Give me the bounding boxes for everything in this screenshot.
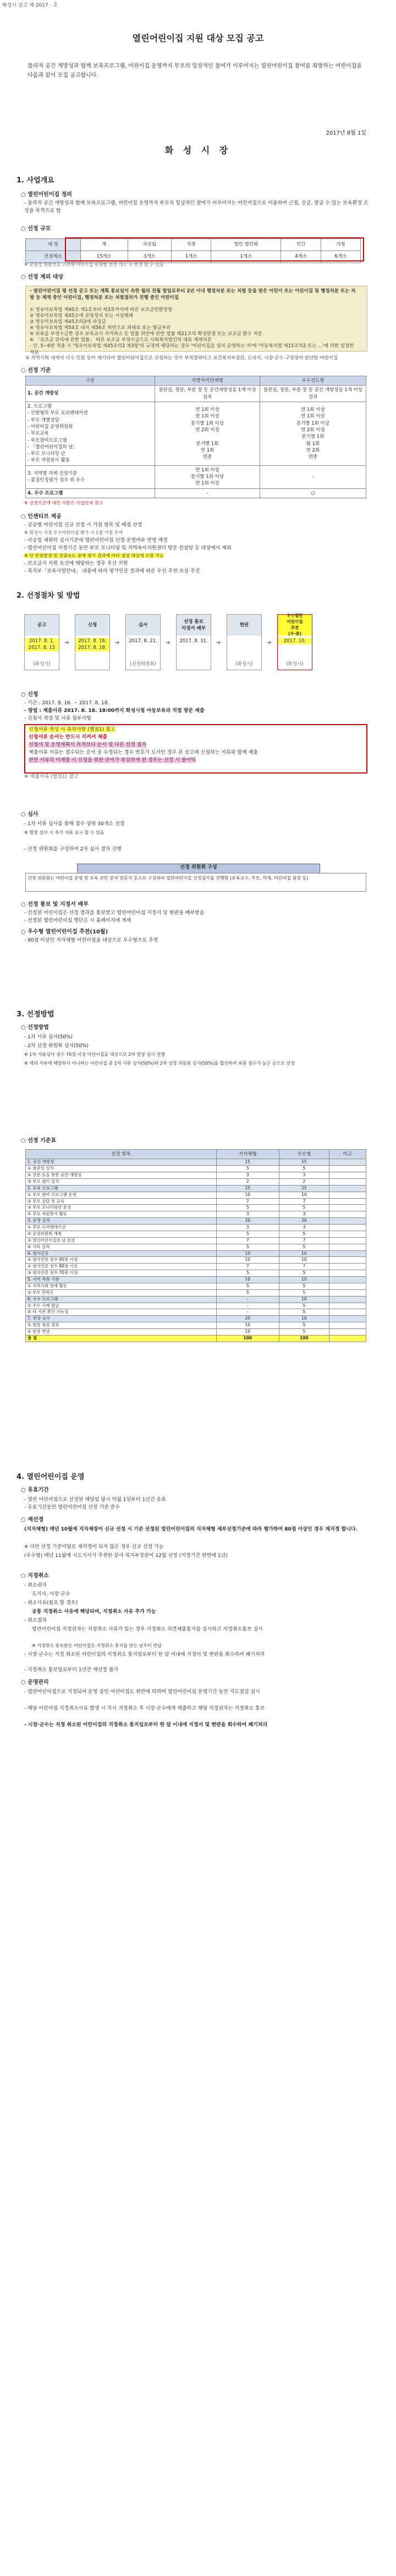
crit-cell: ② 타 기관 확산 가능성	[26, 1309, 217, 1316]
crit-cell: 2. 보육 프로그램	[26, 1185, 217, 1192]
documents-note: ※ 제출서류 (별첨1) 참고	[24, 774, 79, 780]
crit-header: 우수형	[279, 1150, 329, 1159]
crit-cell: ① 평가인증 점수 90점 이상	[26, 1257, 217, 1264]
criteria-cell: 참관실, 창문, 부분 창 등 공간개방성을 1개 이상 설치	[155, 386, 260, 402]
crit-cell: 총 점	[26, 1335, 217, 1342]
doc-number: 화성시 공고 제 2017 - 호	[2, 3, 58, 8]
crit-cell	[329, 1283, 366, 1289]
crit-cell: 100	[279, 1335, 329, 1342]
crit-cell: 15	[279, 1159, 329, 1166]
cancel-line: - 취소사유(필요 할 경우)	[24, 1600, 78, 1606]
crit-row	[26, 1309, 366, 1316]
crit-cell	[329, 1277, 366, 1283]
crit-cell: 3. 운영 실적	[26, 1218, 217, 1225]
flow-step-src: (화성시)	[286, 661, 304, 667]
incentive-highlight: ※ 단 민원발생 및 연중보도 중에 평가 결과에 따라 점검 대상에 포함 가능	[24, 553, 164, 558]
crit-cell: 100	[216, 1335, 279, 1342]
crit-cell: 10	[216, 1192, 279, 1198]
criteria-header: 우수선도형	[260, 376, 366, 386]
crit-row	[26, 1231, 366, 1237]
scale-value-cell: 1개소	[211, 251, 281, 263]
flow-step-date: 2017. 8. 21.	[129, 638, 157, 644]
method-line: - 2차 선정 위원회 심사(50%)	[24, 1043, 89, 1049]
flow-step-head: 현판	[227, 615, 261, 636]
scale-header-cell: 법인 법인외	[211, 239, 281, 251]
crit-row	[26, 1289, 366, 1296]
criteria-row	[26, 465, 366, 488]
crit-cell: 5	[279, 1322, 329, 1329]
renew-line: (우수형) 매년 11월에 시도지사가 추천한 분야 복지부장관이 12월 선정 (지정기간 한번에 1년)	[24, 1553, 228, 1559]
criteria-cell: 4. 우수 프로그램	[26, 488, 155, 498]
notice-title: ○ 선정 통보 및 지정서 배부	[21, 902, 89, 908]
crit-cell: 10	[216, 1322, 279, 1329]
crit-cell: ④ 기타 실적	[26, 1244, 217, 1250]
crit-cell: -	[216, 1303, 279, 1309]
flow-step	[24, 614, 59, 670]
criteria-row	[26, 488, 366, 498]
crit-cell: ① 지역사회 연계 활동	[26, 1283, 217, 1289]
cancel-line: - 지정취소 통보일로부터 1년간 재선정 불가	[24, 1667, 119, 1673]
crit-cell: 5	[279, 1244, 329, 1250]
scale-value-cell: 1개소	[171, 251, 211, 263]
criteria-cell: 참관실, 창문, 부분 창 등 공간 개방성을 1개 이상 설치	[260, 386, 366, 402]
arrow-right-icon: ➔	[114, 639, 120, 646]
incentive-line: ※ 화성시 지정 우수어린이집 평가 시 1점 가점 부여	[24, 530, 123, 535]
crit-cell: 25	[279, 1185, 329, 1192]
crit-cell: 3	[216, 1172, 279, 1179]
criteria-score-table	[25, 1149, 366, 1342]
review-title: ○ 심사	[21, 811, 38, 817]
scale-value-cell: 선정계소	[26, 251, 81, 263]
crit-row	[26, 1192, 366, 1198]
manage-line: - 해당 어린이집 지정취소사유 발생 시 즉시 지정취소 후 시장·군수에게 제출하고 해당 지정권자는 지정취소 통보	[24, 1706, 265, 1711]
crit-cell: 5	[279, 1283, 329, 1289]
criteria-title: ○ 선정 기준	[21, 368, 51, 374]
criteria-cell: 3. 지역별 자체 선정기준 - 품질인정평가 점수 위 우수	[26, 465, 155, 488]
method-line: ※ 제외 사유에 해당하지 아니하는 어린이집 중 1차 서류 심사(50%)와 2차 선정 위원회 심사(50%)를 합산하여 최종 점수가 높은 순으로 선정	[24, 1061, 295, 1066]
document-note: 신청서 및 운영계획서 목적보다 순서 및 다른 선정 절차	[29, 742, 147, 748]
crit-cell: 5	[216, 1244, 279, 1250]
crit-cell: 5	[279, 1329, 329, 1336]
incentive-title: ○ 인센티브 제공	[21, 514, 62, 520]
incentive-line: - 열린어린이집 지정기간 동안 부모 모니터링 및 지역육아지원센터 방문 컨설팅 등 대상에서 제외	[24, 546, 232, 551]
cancel-line: 도지사, 시장·군수	[32, 1592, 70, 1597]
flow-step-date: 2017. 8. 16. 2017. 8. 18.	[75, 638, 109, 652]
criteria-table	[25, 376, 366, 498]
criteria-cell: 연 1회 이상 연 1회 이상 분기별 1회 이상 연 2회 이상 분기별 1회 월 1회 연 2회 연중	[260, 402, 366, 465]
crit-row	[26, 1322, 366, 1329]
issuer: 화 성 시 장	[164, 145, 232, 155]
flow-step	[227, 614, 262, 670]
criteria-header: 구분	[26, 376, 155, 386]
document-note: 관련 서류의 미제출 시 신청을 위한 준비가 부실하게 된 경우는 선정 시 불이익	[29, 758, 196, 763]
crit-cell	[329, 1309, 366, 1316]
crit-cell: 6. 우수 프로그램	[26, 1296, 217, 1303]
exclusion-item: ② 지역사회 내에서 다수 민원 등이 제기되어 열린어린이집으로 선정하는 것이 부적절하다고 보건복지부장관, 도지사, 시장·군수·구청장이 판단한 어린이집	[25, 355, 338, 361]
crit-cell	[329, 1329, 366, 1336]
apply-title: ○ 신청	[21, 692, 38, 698]
crit-cell: 10	[279, 1316, 329, 1322]
crit-cell	[329, 1322, 366, 1329]
scale-highlight-box	[65, 237, 364, 262]
crit-row	[26, 1237, 366, 1244]
flow-step	[75, 614, 110, 670]
crit-cell	[329, 1231, 366, 1237]
committee-title: 선정 위원회 구성	[77, 864, 320, 873]
crit-cell	[329, 1159, 366, 1166]
crit-cell: 5	[279, 1309, 329, 1316]
crit-header: 선정 항목	[26, 1150, 217, 1159]
crit-cell	[329, 1264, 366, 1270]
crit-cell: 5	[279, 1231, 329, 1237]
method-line: ※ 1차 서류심사 점수 70점 이상 어린이집을 대상으로 2차 현장 심사 진행	[24, 1052, 165, 1057]
crit-row	[26, 1211, 366, 1218]
criteria-cell: 1. 공간 개방성	[26, 386, 155, 402]
crit-cell: 20	[216, 1316, 279, 1322]
crit-cell	[329, 1166, 366, 1172]
exclusion-text: - 열린어린이집 평 선정 공고 또는 계획 통보일이 속한 월의 전월 말일로부터 2년 이내 행정처분 또는 처벌 등을 받은 어린이 또는 어린이집 및 행정처분 또는 처벌 등 제재 중인 어린이집, 행정처분 또는 처벌절차가 진행 중인 어린이집	[30, 288, 356, 301]
crit-cell: 5	[216, 1283, 279, 1289]
definition-text: - 물리적 공간 개방성과 함께 보육프로그램, 어린이집 운영까지 부모의 일상적인 참여가 이루어지는 어린이집으로 이용하며 근접, 응급, 발굴 수 있는 보육환경 조성을 목적으로 함	[24, 201, 369, 214]
crit-row	[26, 1159, 366, 1166]
renew-title: ○ 재선정	[21, 1517, 44, 1523]
manage-title: ○ 운영관리	[21, 1679, 49, 1685]
apply-line: - 방법 : 제출서류 2017. 8. 18. 18:00까지 화성시청 아동보육과 직접 방문 제출	[24, 708, 205, 714]
notice-line: - 선정된 열린어린이집 명단은 시 홈페이지에 게재	[24, 918, 131, 923]
crit-cell: 5	[216, 1270, 279, 1277]
crit-cell: ④ 부모 자원봉사 활동	[26, 1211, 217, 1218]
crit-cell	[329, 1303, 366, 1309]
crit-cell: 3	[216, 1225, 279, 1231]
cancel-line: 열린어린이집 지정권자는 지정취소 사유가 있는 경우 지정취소 의견제출통지를 실시하고 지정취소통보 실시	[32, 1627, 263, 1632]
crit-row	[26, 1329, 366, 1336]
crit-cell	[329, 1296, 366, 1303]
review-line: - 1차 서류 심사를 통해 점수 상위 30개소 선정	[24, 821, 125, 827]
crit-cell	[329, 1185, 366, 1192]
flow-step	[176, 614, 211, 670]
crit-cell: -	[216, 1296, 279, 1303]
arrow-right-icon: ➔	[216, 639, 221, 646]
cancel-line: - 취소절차	[24, 1618, 47, 1623]
crit-cell: ③ 부모 쉼터 설치	[26, 1178, 217, 1185]
crit-header: 지자체형	[216, 1150, 279, 1159]
exclusion-title: ○ 선정 제외 대상	[21, 274, 64, 280]
crit-cell: 4. 평가인증	[26, 1250, 217, 1257]
incentive-line: - 국공립 재위탁 심사기준에 열린어린이집 선정·운영여부 반영 예정	[24, 538, 168, 543]
notice-line: - 선정된 어린이집은 선정 결과를 통보받고 열린어린이집 지정서 및 현판을 배부받음	[24, 910, 205, 916]
cancel-title: ○ 지정취소	[21, 1573, 49, 1579]
flow-step-src: (화성시)	[235, 661, 253, 667]
scale-header-cell: 계	[80, 239, 128, 251]
crit-cell: 5	[279, 1270, 329, 1277]
scale-header-cell: 민간	[281, 239, 321, 251]
document-note: 신청서류 작성 시 유의사항 (별첨1) 참고	[29, 727, 116, 732]
crit-row	[26, 1296, 366, 1303]
crit-cell: 5. 지역 특화 기준	[26, 1277, 217, 1283]
scale-value-cell: 3개소	[128, 251, 171, 263]
crit-cell: 5	[279, 1166, 329, 1172]
crit-row	[26, 1264, 366, 1270]
crit-cell	[329, 1237, 366, 1244]
prize-line: - 90점 이상인 지자체형 어린이집을 대상으로 우수형으로 추천	[24, 938, 158, 943]
crit-cell: ② 부모 상담 및 교육	[26, 1198, 217, 1205]
flow-step	[277, 614, 312, 670]
crit-cell: 7	[279, 1237, 329, 1244]
crit-cell	[329, 1316, 366, 1322]
crit-row	[26, 1335, 366, 1342]
crit-cell: 5	[216, 1289, 279, 1296]
review-line: - 선정 위원회를 구성하여 2차 심사 절차 진행	[24, 847, 122, 852]
method-line: - 1차 서류 심사(50%)	[24, 1034, 73, 1040]
crit-cell	[329, 1178, 366, 1185]
crit-cell: ③ 부모 모니터링단 운영	[26, 1205, 217, 1211]
period-line: - 유효기간동안 열린어린이집 선정 기준 준수	[24, 1505, 120, 1510]
crit-row	[26, 1205, 366, 1211]
criteria-cell: -	[155, 488, 260, 498]
section-4-title: 4. 열린어린이집 운영	[16, 1473, 85, 1481]
crit-cell: 5	[216, 1231, 279, 1237]
crit-cell: 3	[279, 1172, 329, 1179]
crit-cell: 10	[279, 1277, 329, 1283]
criteria-row	[26, 386, 366, 402]
crit-cell: 7	[216, 1264, 279, 1270]
crit-cell	[329, 1211, 366, 1218]
crit-cell: 2	[216, 1178, 279, 1185]
exclusion-item: ⑤ 보육을 부정수급한 경우 보육교사 자격취소 등 법률 위반에 관한 법률 제21조의 확정판결 또는 보조금 환수 처분	[30, 331, 262, 337]
crit-cell: 7	[279, 1264, 329, 1270]
criteria-row	[26, 402, 366, 465]
criteria-cell: 2. 프로그램 - 산발형의 부모 오리엔테이션 - 부모 개별상담 - 어린이집 운영위원회 - 부모교육 - 부모참여프로그램 - 「열린어린이집의 날」 - 부모 모니터링 단 - 부모 자원봉사 활동	[26, 402, 155, 465]
crit-cell: 5	[216, 1205, 279, 1211]
section-3-title: 3. 선정방법	[16, 1010, 54, 1019]
crit-cell: 20	[279, 1218, 329, 1225]
crit-cell	[329, 1172, 366, 1179]
manage-line: - 시장·군수는 지정 취소된 어린이집의 지정취소 통지일로부터 한 달 이내에 지정서 및 현판을 회수하여 폐기처리	[24, 1722, 268, 1728]
crit-cell	[329, 1244, 366, 1250]
scale-value-cell: 6개소	[321, 251, 360, 263]
crit-cell: 3	[216, 1211, 279, 1218]
scale-note: ※ 균형성 형평성을 고려해 어린이집 유형별 선정 개소 수 변경 할 수 있음	[24, 262, 164, 267]
crit-cell: ③ 평가인증 점수 70점 이상	[26, 1270, 217, 1277]
crit-cell: ② 원장 면담	[26, 1329, 217, 1336]
section-1-title: 1. 사업개요	[16, 176, 54, 185]
renew-line: ※ 다만 선정 기준미달로 재지정이 되지 않은 경우 신규 선정 가능	[24, 1544, 164, 1550]
flow-step-date: 2017. 10.	[278, 638, 312, 644]
crit-cell: 5	[279, 1205, 329, 1211]
incentive-line: - 공공형 어린이집 신규 선정 시 가점 항목 및 배점 산정	[24, 522, 142, 528]
cancel-line: ※ 지정취소 통보받은 어린이집은 지정취소 통지를 받은 날부터 반납	[32, 1643, 162, 1648]
announcement-date: 2017년 8월 1일	[326, 130, 366, 136]
crit-cell: 10	[279, 1250, 329, 1257]
arrow-right-icon: ➔	[64, 639, 69, 646]
crit-cell	[329, 1192, 366, 1198]
document-note: 제출서류 서류는 접수되는 순서 중 수정되는 경우 번호가 도서인 경우 본 공고에 신청하는 서류와 함께 제출	[29, 750, 258, 755]
renew-line: (지자체형) 매년 10월에 지자체장이 신규 선정 시 기존 선정된 열린어린이집의 지자체형 세부선정기준에 따라 평가하여 80점 이상인 경우 재지정 합니다.	[24, 1527, 358, 1532]
crit-cell: 3	[279, 1211, 329, 1218]
review-line: ※ 현장 심사 시 추가 서류 요구 할 수 있음	[24, 830, 105, 835]
crit-cell: ① 부모 참여 프로그램 운영	[26, 1192, 217, 1198]
exclusion-item: ③ 영유아보육법 제45조의2에 과징금	[30, 319, 106, 325]
crit-row	[26, 1277, 366, 1283]
scale-header-cell: 대 상	[26, 239, 81, 251]
exclusion-item: ② 영유아보육법 제45조에 운영정지 또는 시설폐쇄	[30, 313, 133, 319]
crit-cell: 7	[216, 1198, 279, 1205]
criteria-note: ※ 선정기준에 대한 사항은 사업안내 참고	[24, 500, 103, 505]
process-flow	[24, 614, 376, 680]
crit-cell: ③ 열린어린이집의 날 운영	[26, 1237, 217, 1244]
arrow-right-icon: ➔	[266, 639, 272, 646]
flow-step-date: 2017. 8. 31.	[179, 638, 208, 644]
crit-row	[26, 1270, 366, 1277]
crit-row	[26, 1172, 366, 1179]
period-line: - 열린 어린이집으로 선정된 해당일 당시 익월 1일부터 1년간 유효	[24, 1497, 166, 1503]
flow-step-date: 2017. 8. 1. 2017. 8. 15	[25, 638, 59, 652]
crit-row	[26, 1185, 366, 1192]
definition-title: ○ 열린어린이집 정의	[21, 192, 72, 198]
crit-cell	[329, 1335, 366, 1342]
crit-row	[26, 1250, 366, 1257]
scale-header-cell: 직장	[171, 239, 211, 251]
crit-cell: 10	[216, 1250, 279, 1257]
crit-cell: 10	[279, 1296, 329, 1303]
crit-row	[26, 1283, 366, 1289]
scale-title: ○ 선정 규모	[21, 226, 51, 232]
crit-cell: ② 부모 만족도	[26, 1289, 217, 1296]
cancel-line: - 취소권자	[24, 1583, 47, 1588]
document-note: 신청서류 순서는 반드시 지켜서 제출	[29, 735, 107, 740]
crit-cell: 15	[216, 1159, 279, 1166]
crit-table-title: ○ 선정 기준표	[21, 1138, 56, 1144]
crit-cell	[329, 1250, 366, 1257]
scale-header-cell: 국공립	[128, 239, 171, 251]
exclusion-item: ① 영유아보육법 제40조 제1호부터 제3호까지에 따른 보조금반환명령	[30, 307, 172, 313]
apply-line: - 신청서 작성 및 서류 첨부사항	[24, 716, 91, 721]
flow-step-head: 선정 통보 지정서 배부	[177, 615, 211, 636]
page-title: 열린어린이집 지원 대상 모집 공고	[132, 33, 264, 43]
flow-step-src: (화성시)	[33, 661, 51, 667]
crit-cell	[329, 1198, 366, 1205]
crit-cell: 7. 현장 심사	[26, 1316, 217, 1322]
flow-step-src: (선정위원회)	[130, 661, 156, 667]
criteria-cell: -	[260, 465, 366, 488]
crit-cell	[329, 1270, 366, 1277]
crit-cell: 5	[279, 1289, 329, 1296]
crit-cell: 3	[279, 1225, 329, 1231]
criteria-cell: 연 1회 이상 연 1회 이상 분기별 1회 이상 연 2회 이상 분기별 1회 연 1회 연중	[155, 402, 260, 465]
crit-row	[26, 1225, 366, 1231]
crit-cell: 2	[279, 1178, 329, 1185]
flow-step-head: 심사	[126, 615, 160, 636]
crit-cell: ② 평가인증 점수 80점 이상	[26, 1264, 217, 1270]
criteria-cell: ○	[260, 488, 366, 498]
exclusion-item: ⑥ 「보조금 관리에 관한 법률」 따른 보조금 부정수급으로 사회복지법인의 대표 제재처분	[30, 337, 212, 343]
flow-step-head: 우수열린 어린이집 추천 (우·종)	[278, 615, 312, 636]
crit-cell	[329, 1257, 366, 1264]
crit-cell: ① 현장 점검 결과	[26, 1322, 217, 1329]
crit-cell: 10	[216, 1257, 279, 1264]
crit-cell: 1. 공간 개방성	[26, 1159, 217, 1166]
crit-row	[26, 1198, 366, 1205]
crit-cell: 7	[216, 1237, 279, 1244]
exclusion-item: ④ 영유아보육법 제54조 내지 제56조 위반으로 과태료 또는 벌금부과	[30, 325, 171, 331]
intro-text: 물리적 공간 개방성과 함께 보육프로그램, 어린이집 운영까지 부모의 일상적인 참여가 이루어지는 열린어린이집 참여를 희망하는 어린이집을 다음과 같이 모집 공고합니다.	[28, 63, 362, 79]
flow-step-head: 공고	[25, 615, 59, 636]
crit-row	[26, 1303, 366, 1309]
crit-cell: ② 운영위원회 개최	[26, 1231, 217, 1237]
criteria-header: 지방자치단체형	[155, 376, 260, 386]
arrow-right-icon: ➔	[165, 639, 170, 646]
crit-cell: ① 부모 오리엔테이션	[26, 1225, 217, 1231]
crit-cell	[329, 1225, 366, 1231]
crit-cell: 5	[279, 1303, 329, 1309]
crit-cell: ① 우수 사례 발굴	[26, 1303, 217, 1309]
crit-row	[26, 1257, 366, 1264]
cancel-line: - 시장·군수는 지정 취소된 어린이집의 지정취소 통지일로부터 한 달 이내에 지정서 및 현판을 회수하여 폐기처리	[24, 1652, 265, 1657]
method-title: ○ 선정방법	[21, 1025, 49, 1031]
criteria-cell: 연 1회 이상 분기별 1회 이상 연 1회 이상	[155, 465, 260, 488]
crit-row	[26, 1178, 366, 1185]
crit-cell: ② 창문 등을 통한 공간 개방성	[26, 1172, 217, 1179]
crit-cell: 10	[216, 1329, 279, 1336]
crit-row	[26, 1316, 366, 1322]
manage-line: - 열린어린이집으로 지정되어 운영 중인 어린이집도 위반에 의하여 열린어린이집 운영기간 동안 지도점검 실시	[24, 1689, 260, 1695]
flow-step	[125, 614, 161, 670]
committee-body: 선정 위원회는 어린이집 운영 및 보육 관련 분야 전문가 등으로 구성하여 열린어린이집 선정심사를 진행함 (보육교수, 부모, 학계, 어린이집 원장 등)	[25, 873, 366, 892]
crit-cell: -	[216, 1309, 279, 1316]
crit-cell: 10	[279, 1192, 329, 1198]
flow-step-head: 신청	[75, 615, 109, 636]
crit-row	[26, 1244, 366, 1250]
incentive-line: - 복지부「보육사업안내」 내용에 따라 평가인증 결과에 따른 우선 추천·포상 추진	[24, 569, 200, 574]
crit-cell	[329, 1205, 366, 1211]
scale-value-cell: 4개소	[281, 251, 321, 263]
crit-cell: 10	[279, 1257, 329, 1264]
apply-line: - 기간 : 2017. 8. 16. ~ 2017. 8. 18.	[24, 700, 109, 706]
crit-cell: ① 참관실 설치	[26, 1166, 217, 1172]
crit-row	[26, 1166, 366, 1172]
scale-header-cell: 가정	[321, 239, 360, 251]
prize-title: ○ 우수형 열린어린이집 추천(10월)	[21, 929, 108, 935]
cancel-line: 공통 지정취소 사유에 해당되며, 지정취소 사유 추가 가능	[32, 1609, 156, 1615]
exclusion-item: - 단, 5~6번 적용 시 '영유아보육법 제45조의2 제3항'의 규정에 해당하는 경우 '어린이집을 설치·운영하는 자'에 '아동복지법 제15조의2 또는 ...'에 의한 일정한 처분	[30, 343, 354, 356]
crit-cell: 25	[216, 1185, 279, 1192]
crit-cell: 7	[279, 1198, 329, 1205]
incentive-line: - 보조금지 지원 요건에 해당하는 경우 우선 지원	[24, 561, 128, 566]
crit-header: 비고	[329, 1150, 366, 1159]
crit-cell: 20	[216, 1218, 279, 1225]
crit-cell: 5	[216, 1166, 279, 1172]
section-2-title: 2. 선정절차 및 방법	[16, 592, 80, 600]
period-title: ○ 유효기간	[21, 1487, 49, 1493]
scale-value-cell: 15개소	[80, 251, 128, 263]
crit-cell: 10	[216, 1277, 279, 1283]
crit-cell	[329, 1289, 366, 1296]
crit-header-row	[26, 1150, 366, 1159]
crit-cell	[329, 1218, 366, 1225]
crit-row	[26, 1218, 366, 1225]
